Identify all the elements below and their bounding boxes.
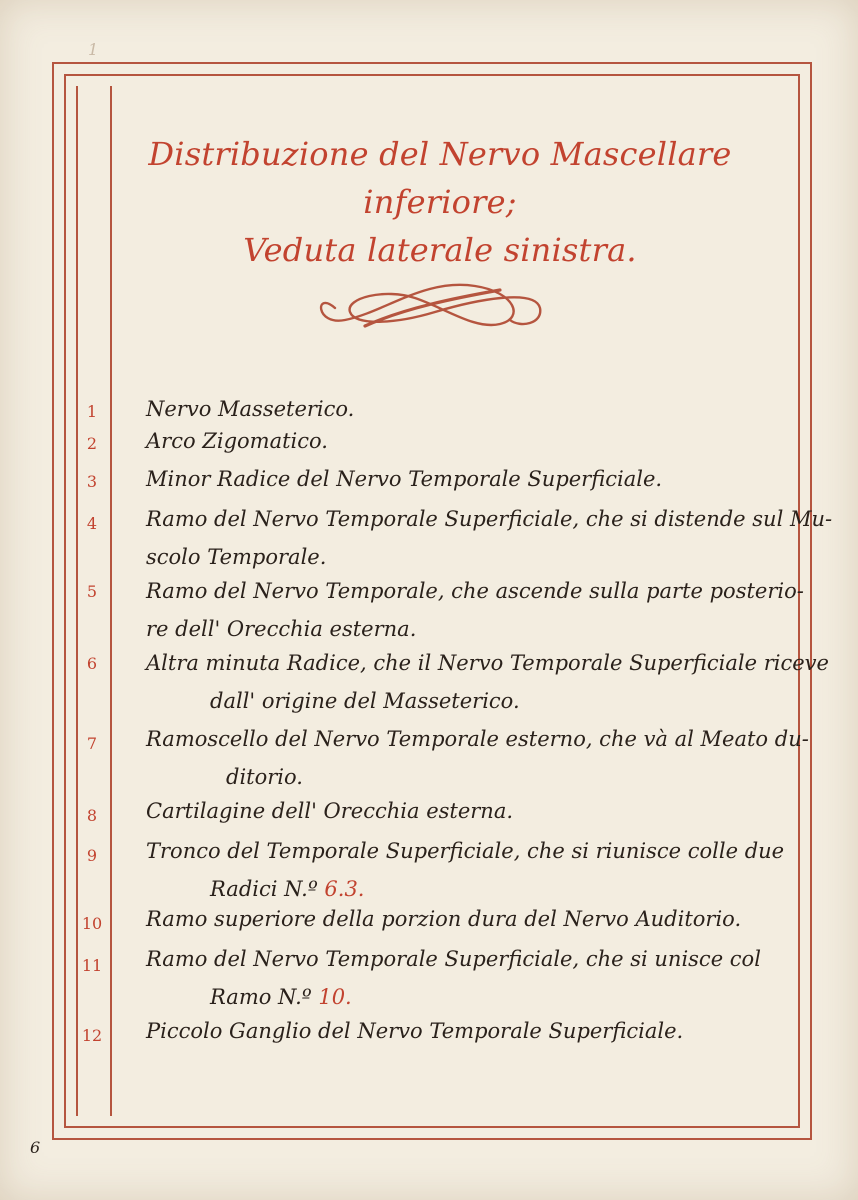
entry-line: Radici N.º [210,877,318,901]
entry-line-with-ref [146,978,776,1016]
entry-number: 6 [86,654,98,673]
entry-text [146,940,776,1016]
entry-line: Minor Radice del Nervo Temporale Superficiale. [146,467,663,491]
entry-number: 7 [86,734,98,753]
entry-line: Ramo del Nervo Temporale Superficiale, che si unisce col [146,947,761,971]
entry-number: 5 [86,582,98,601]
entry-text [146,720,809,796]
entry-text [146,572,804,648]
entry-line: dall' origine del Masseterico. [210,689,520,713]
entry-number: 2 [86,434,98,453]
entry-line: Altra minuta Radice, che il Nervo Temporale Superficiale riceve [146,651,829,675]
cross-reference: 6.3. [324,877,365,901]
entry-line: Ramo superiore della porzion dura del Nervo Auditorio. [146,907,742,931]
entry-number: 10 [81,914,103,933]
entry-line: scolo Temporale. [146,545,327,569]
title-line-1: Distribuzione del Nervo Mascellare inferiore; [148,135,732,221]
page-title [120,130,760,274]
entry-number: 3 [86,472,98,491]
cross-reference: 10. [318,985,352,1009]
corner-mark: 1 [88,40,99,59]
entry-number: 12 [81,1026,103,1045]
entry-line: Nervo Masseterico. [146,397,355,421]
entry-line: Arco Zigomatico. [146,429,328,453]
entry-text [146,1012,776,1050]
entry-text [146,460,776,498]
entry-line: Ramo N.º [210,985,312,1009]
calligraphic-flourish [305,268,555,348]
entry-text [146,644,829,720]
entry-number: 4 [86,514,98,533]
entry-line: Ramo del Nervo Temporale Superficiale, che si distende sul Mu- [146,507,833,531]
entry-line: Piccolo Ganglio del Nervo Temporale Superficiale. [146,1019,684,1043]
entry-line: ditorio. [226,765,303,789]
entry-line: Cartilagine dell' Orecchia esterna. [146,799,514,823]
page-number: 6 [30,1138,41,1157]
entry-number: 11 [81,956,103,975]
title-line-2: Veduta laterale sinistra. [243,231,637,269]
entry-line: re dell' Orecchia esterna. [146,617,417,641]
entry-text [146,832,785,908]
entry-text [146,900,776,938]
entry-line: Ramoscello del Nervo Temporale esterno, che và al Meato du- [146,727,809,751]
entry-number: 9 [86,846,98,865]
entry-number: 8 [86,806,98,825]
entry-line: Tronco del Temporale Superficiale, che si riunisce colle due [146,839,785,863]
entry-text [146,422,776,460]
entry-line: Ramo del Nervo Temporale, che ascende sulla parte posterio- [146,579,804,603]
entry-number: 1 [86,402,98,421]
entry-text [146,792,776,830]
entry-text [146,500,833,576]
